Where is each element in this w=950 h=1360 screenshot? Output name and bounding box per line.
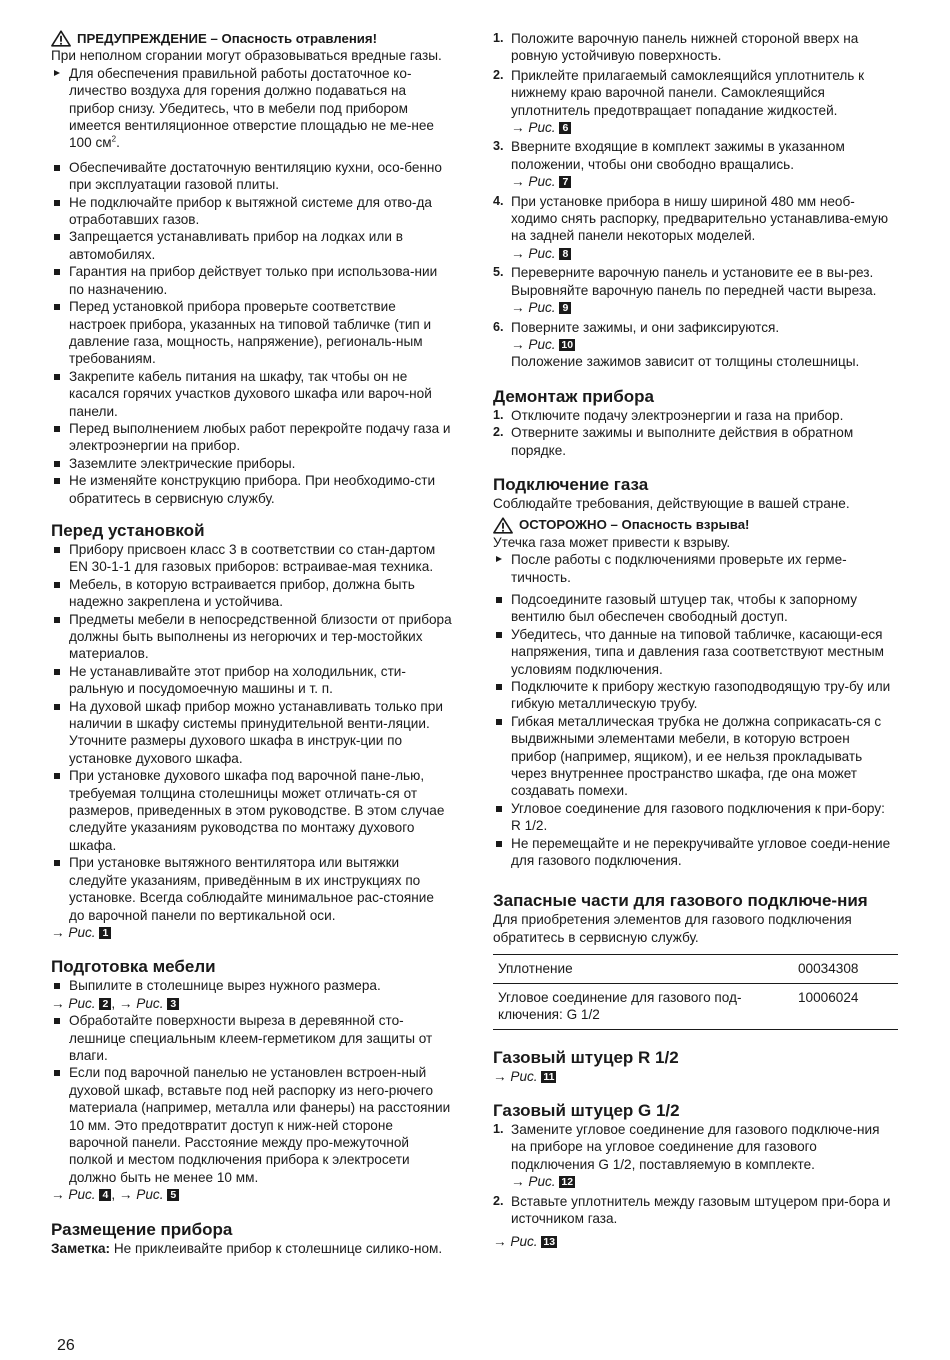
list-item: Мебель, в которую встраивается прибор, должна быть надежно закреплена и устойчива. [51,576,452,611]
caution-label: ОСТОРОЖНО – Опасность взрыва! [519,517,750,533]
figure-reference: → Рис. 4 , → Рис. 5 [51,1186,452,1203]
step-item: 5. Переверните варочную панель и установите ее в вы-рез. Выровняйте варочную панель по передней части выреза. → Рис. 9 [493,265,877,316]
list-item: Запрещается устанавливать прибор на лодках или в автомобилях. [51,228,452,263]
part-code: 10006024 [798,989,859,1005]
safety-list [51,159,452,507]
list-item: Подключите к прибору жесткую газоподводящую тру-бу или гибкую металлическую трубу. [493,678,898,713]
table-row [493,983,898,1029]
heading-spare-parts: Запасные части для газового подключе-ния [493,891,868,911]
list-item: Прибору присвоен класс 3 в соответствии со стан-дартом EN 30-1-1 для газовых приборов: встраивае-мая техника. [51,541,452,576]
list-item: При установке вытяжного вентилятора или вытяжки следуйте указаниям, приведённым в их инструкциях по установке. Всегда соблюдайте минимальное рас-стояние до варочной панели по вертикальной оси. [51,854,452,924]
note: Заметка: Не приклеивайте прибор к столешнице силико-ном. [51,1240,443,1256]
warning-text: При неполном сгорании могут образовываться вредные газы. [51,48,442,64]
list-item: Не перемещайте и не перекручивайте угловое соеди-нение для газового подключения. [493,835,898,870]
list-item: Обеспечивайте достаточную вентиляцию кухни, осо-бенно при эксплуатации газовой плиты. [51,159,452,194]
spare-parts-table [493,954,898,1029]
list-item: Заземлите электрические приборы. [51,455,452,472]
part-name: Угловое соединение для газового под-ключения: G 1/2 [498,989,742,1023]
figure-reference: → Рис. 11 [493,1068,555,1084]
warning-triangle-icon [493,517,515,534]
spare-intro: Для приобретения элементов для газового подключения обратитесь в сервисную службу. [493,912,852,945]
step-item: 1. Отключите подачу электроэнергии и газа на прибор. [493,407,844,423]
list-item: Гарантия на прибор действует только при использова-нии по назначению. [51,263,452,298]
list-item: Не устанавливайте этот прибор на холодильник, сти-ральную и посудомоечную машины и т. п. [51,663,452,698]
warning-heading [51,30,452,47]
step-item: 6. Поверните зажимы, и они зафиксируются. → Рис. 10 Положение зажимов зависит от толщины столешницы. [493,319,860,370]
before-installation-list [51,541,452,924]
ventilation-instruction: Для обеспечения правильной работы достаточное ко-личество воздуха для горения должно подаваться на прибор снизу. Убедитесь, что в мебели под прибором имеется вентиляционное отверстие площадью не ме-нее 100 $см^2$. [51,65,452,152]
table-row [493,955,898,983]
figure-reference: → Рис. 1 [51,924,452,941]
part-code: 00034308 [798,961,859,977]
list-item: Закрепите кабель питания на шкафу, так чтобы он не касался горячих участков духового шкафа или вароч-ной панели. [51,368,452,420]
list-item: Угловое соединение для газового подключения к при-бору: R 1/2. [493,800,898,835]
step-item: 1. Замените угловое соединение для газового подключе-ния на приборе на угловое соединение для газового подключения G 1/2, поставляемую в комплекте. → Рис. 12 [493,1121,880,1190]
list-item: На духовой шкаф прибор можно устанавливать только при наличии в шкафу системы принудительной венти-ляции. Уточните размеры духового шкафа в инструк-ции по установке духового шкафа. [51,698,452,768]
list-item: Выпилите в столешнице вырез нужного размера. [51,977,452,994]
heading-before-installation: Перед установкой [51,520,205,540]
heading-placement: Размещение прибора [51,1219,233,1239]
caution-instruction: После работы с подключениями проверьте их герме-тичность. [493,551,898,586]
heading-g12: Газовый штуцер G 1/2 [493,1100,680,1120]
dismantle-steps [493,407,898,459]
heading-r12: Газовый штуцер R 1/2 [493,1047,679,1067]
warning-triangle-icon [51,30,73,47]
g12-steps [493,1121,898,1227]
list-item: Убедитесь, что данные на типовой табличке, касающи-еся напряжения, типа и давления газа соответствуют местным условиям подключения. [493,626,898,678]
step-item: 1. Положите варочную панель нижней стороной вверх на ровную устойчивую поверхность. [493,31,859,64]
list-item: Обработайте поверхности выреза в деревянной сто-лешнице специальным клеем-герметиком для защиты от влаги. [51,1012,452,1064]
caution-heading [493,516,898,533]
warning-label: ПРЕДУПРЕЖДЕНИЕ – Опасность отравления! [77,31,377,46]
step-item: 2. Отверните зажимы и выполните действия в обратном порядке. [493,425,854,458]
list-item: Предметы мебели в непосредственной близости от прибора должны быть выполнены из негорючих и тер-мостойких материалов. [51,611,452,663]
figure-reference: → Рис. 13 [493,1234,556,1250]
list-item: Не подключайте прибор к вытяжной системе для отво-да отработавших газов. [51,194,452,229]
heading-dismantle: Демонтаж прибора [493,386,654,406]
part-name: Уплотнение [498,961,573,977]
installation-steps [493,30,898,371]
heading-gas-connection: Подключение газа [493,474,649,494]
left-column [51,30,452,1257]
page-number: 26 [57,1337,75,1354]
list-item: Перед установкой прибора проверьте соответствие настроек прибора, указанных на типовой табличке (тип и давление газа, мощность, напряжение), региональ-ным требованиям. [51,298,452,368]
step-item: 2. Вставьте уплотнитель между газовым штуцером при-бора и источником газа. [493,1193,891,1226]
list-item: Перед выполнением любых работ перекройте подачу газа и электроэнергии на прибор. [51,420,452,455]
step-item: 4. При установке прибора в нишу шириной 480 мм необ-ходимо снять распорку, предварительно устанавлива-емую на задней панели некоторых моделей. → Рис. 8 [493,193,889,261]
heading-furniture-prep: Подготовка мебели [51,957,216,977]
step-item: 2. Приклейте прилагаемый самоклеящийся уплотнитель к нижнему краю варочной панели. Самоклеящийся уплотнитель предотвращает попадание жидкостей. → Рис. 6 [493,67,865,136]
list-item: Не изменяйте конструкцию прибора. При необходимо-сти обратитесь в сервисную службу. [51,472,452,507]
list-item: Если под варочной панелью не установлен встроен-ный духовой шкаф, вставьте под ней распорку из него-рючего материала (например, металла или фанеры) на расстоянии 10 мм. Это предотвратит доступ к ниж-ней стороне варочной панели. Расстояние между про-межуточной полкой и местом подключения прибора к электросети должно быть не менее 10 мм. [51,1064,452,1186]
figure-reference: → Рис. 2 , → Рис. 3 [51,995,452,1012]
list-item: Гибкая металлическая трубка не должна соприкасать-ся с выдвижными элементами мебели, в которую встроен прибор (например, ящиком), и ее нельзя прокладывать через внутреннее пространство шкафа, где она может создавать помехи. [493,713,898,800]
step-item: 3. Вверните входящие в комплект зажимы в указанном положении, чтобы они свободно вращались. → Рис. 7 [493,139,845,190]
list-item: Подсоедините газовый штуцер так, чтобы к запорному вентилю был обеспечен свободный доступ. [493,591,898,626]
list-item: При установке духового шкафа под варочной пане-лью, требуемая толщина столешницы может отличать-ся от размеров, приведенных в этом руководстве. В этом случае следуйте указаниям руководства по монтажу духового шкафа. [51,767,452,854]
gas-list [493,591,898,870]
right-column [493,30,898,1251]
caution-text: Утечка газа может привести к взрыву. [493,534,731,550]
gas-intro: Соблюдайте требования, действующие в вашей стране. [493,495,850,511]
